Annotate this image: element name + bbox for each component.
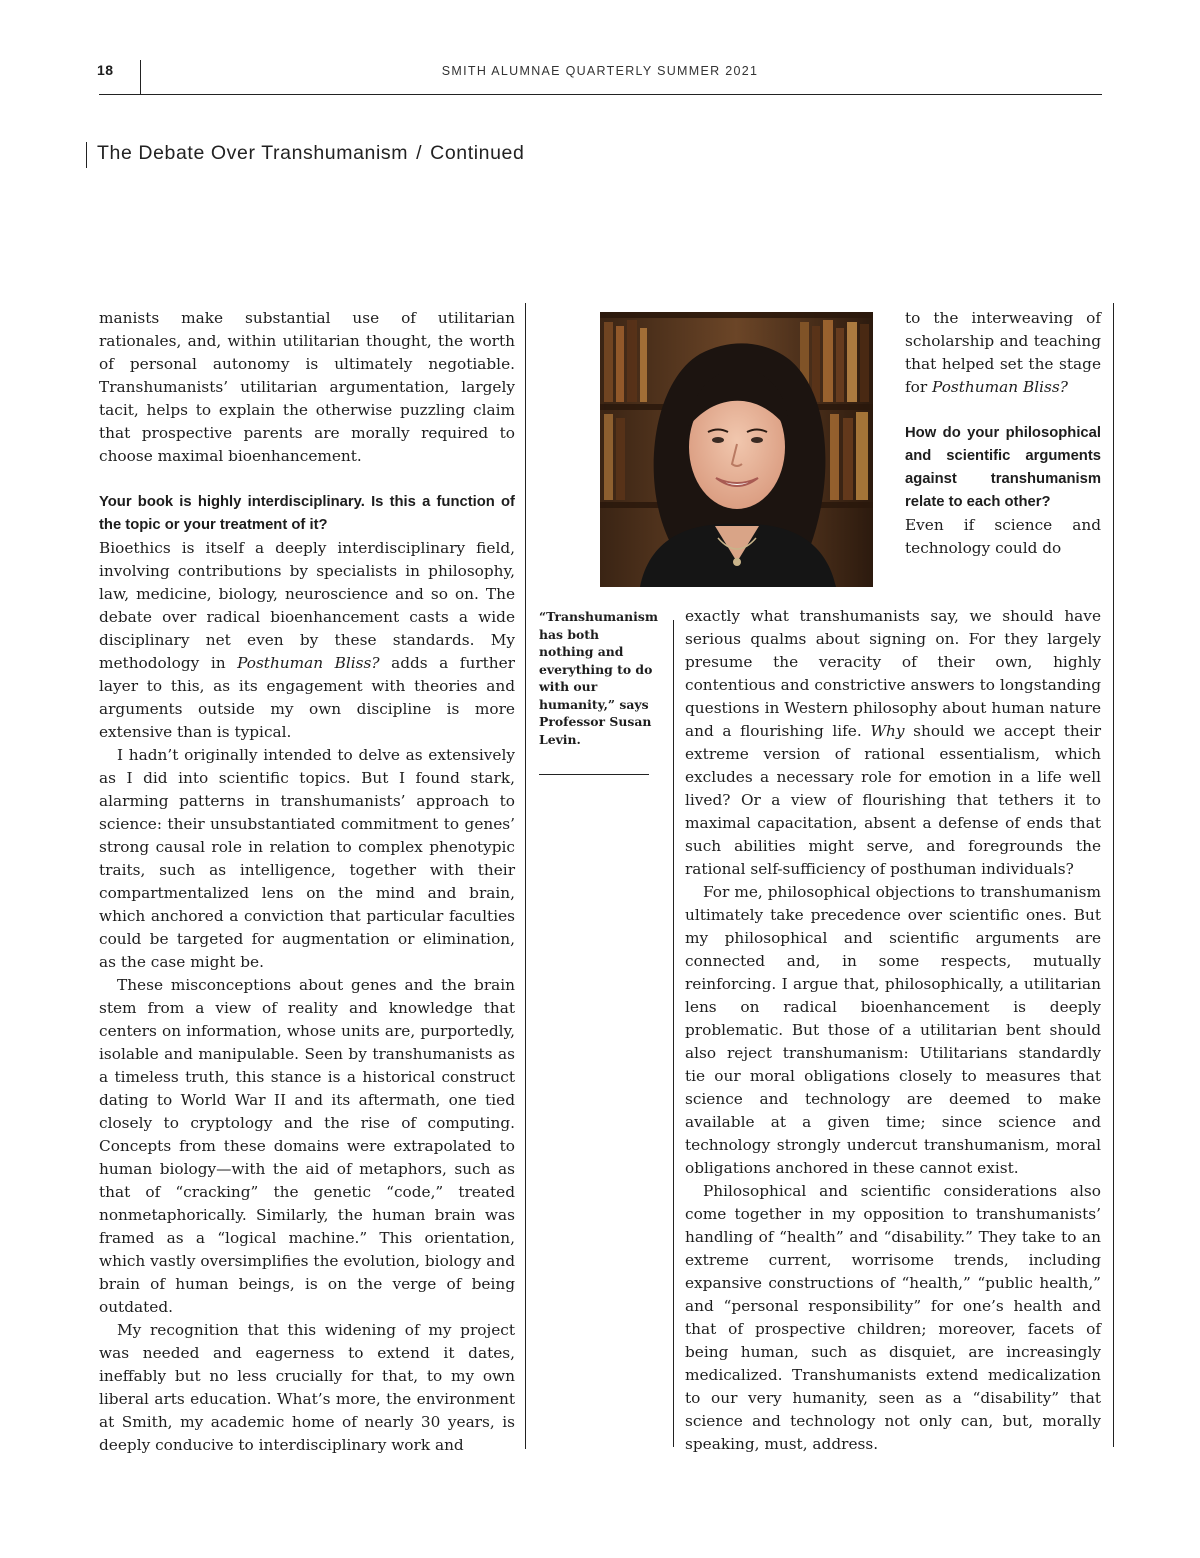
right-main-column <box>685 605 1101 1456</box>
paragraph: exactly what transhumanists say, we should have serious qualms about signing on. For they largely presume the veracity of their own, highly contentious and constrictive answers to longstanding questions in Western philosophy about human nature and a flourishing life. Why should we accept their extreme version of rational essentialism, which excludes a necessary role for emotion in a life well lived? Or a view of flourishing that tethers it to maximal capacitation, absent a defense of ends that such abilities might serve, and foregrounds the rational self-sufficiency of posthuman individuals? <box>685 607 1102 878</box>
caption-rule <box>539 774 649 775</box>
paragraph: For me, philosophical objections to transhumanism ultimately take precedence over scientific ones. But my philosophical and scientific arguments are connected and, in some respects, mutually reinforcing. I argue that, philosophically, a utilitarian lens on radical bioenhancement is deeply problematic. But those of a utilitarian bent should also reject transhumanism: Utilitarians standardly tie our moral obligations closely to measures that science and technology are deemed to make available at a given time; since science and technology strongly undercut transhumanism, moral obligations anchored in these cannot exist. <box>685 883 1101 1177</box>
column-rule <box>525 303 526 1449</box>
paragraph: Philosophical and scientific considerations also come together in my opposition to transhumanists’ handling of “health” and “disability.” They take to an extreme current, worrisome trends, including expansive constructions of “health,” “public health,” and “personal responsibility” for one’s health and that of prospective children; moreover, facets of being human, such as disquiet, are increasingly medicalized. Transhumanists extend medicalization to our very humanity, seen as a “disability” that science and technology not only can, but, morally speaking, must, address. <box>685 1182 1101 1453</box>
column-rule <box>673 620 674 1447</box>
section-continued: Continued <box>430 142 525 164</box>
portrait-photo <box>600 312 873 587</box>
question-heading: How do your philosophical and scientific arguments against transhumanism relate to each other? <box>905 425 1101 510</box>
header-divider <box>140 60 141 94</box>
paragraph: Bioethics is itself a deeply interdisciplinary field, involving contributions by specialists in philosophy, law, medicine, biology, neuroscience and so on. The debate over radical bioenhancement casts a wide disciplinary net even by these standards. My methodology in Posthuman Bliss? adds a further layer to this, as its engagement with theories and arguments outside my own discipline is more extensive than is typical. <box>99 539 515 741</box>
section-title <box>97 142 524 165</box>
section-title-text: The Debate Over Transhumanism <box>97 142 409 164</box>
section-bar <box>86 142 87 168</box>
paragraph: I hadn’t originally intended to delve as extensively as I did into scientific topics. But I found stark, alarming patterns in transhumanists’ approach to science: their unsubstantiated commitment to genes’ strong causal role in relation to complex phenotypic traits, such as intelligence, together with their compartmentalized lens on the mind and brain, which anchored a conviction that particular faculties could be targeted for augmentation or elimination, as the case might be. <box>99 746 515 971</box>
emphasis: Why <box>870 722 905 740</box>
paragraph: These misconceptions about genes and the brain stem from a view of reality and knowledge that centers on information, whose units are, purportedly, isolable and manipulable. Seen by transhumanists as a timeless truth, this stance is a historical construct dating to World War II and its aftermath, one tied closely to cryptology and the rise of computing. Concepts from these domains were extrapolated to human biology—with the aid of metaphors, such as that of “cracking” the genetic “code,” treated nonmetaphorically. Similarly, the human brain was framed as a “logical machine.” This orientation, which vastly oversimplifies the evolution, biology and brain of human beings, is on the verge of being outdated. <box>99 976 515 1316</box>
photo-caption: “Transhumanism has both nothing and everything to do with our humanity,” says Professor Susan Levin. <box>539 609 658 747</box>
left-column <box>99 307 515 1457</box>
page-number: 18 <box>97 62 114 78</box>
section-separator: / <box>416 142 423 164</box>
paragraph: to the interweaving of scholarship and teaching that helped set the stage for Posthuman Bliss? <box>905 309 1101 396</box>
publication-title: SMITH ALUMNAE QUARTERLY SUMMER 2021 <box>441 64 759 78</box>
column-rule <box>1113 303 1114 1447</box>
paragraph: manists make substantial use of utilitarian rationales, and, within utilitarian thought, the worth of personal autonomy is ultimately negotiable. Transhumanists’ utilitarian argumentation, largely tacit, helps to explain the otherwise puzzling claim that prospective parents are morally required to choose maximal bioenhancement. <box>99 309 515 465</box>
paragraph: Even if science and technology could do <box>905 516 1101 557</box>
question-heading: Your book is highly interdisciplinary. Is this a function of the topic or your treatment of it? <box>99 494 515 533</box>
book-title: Posthuman Bliss? <box>237 654 380 672</box>
book-title: Posthuman Bliss? <box>932 378 1068 396</box>
paragraph: My recognition that this widening of my project was needed and eagerness to extend it dates, ineffably but no less crucially for that, to my own liberal arts education. What’s more, the environment at Smith, my academic home of nearly 30 years, is deeply conducive to interdisciplinary work and <box>99 1321 515 1454</box>
right-top-column <box>905 307 1101 560</box>
header-rule <box>99 94 1102 95</box>
